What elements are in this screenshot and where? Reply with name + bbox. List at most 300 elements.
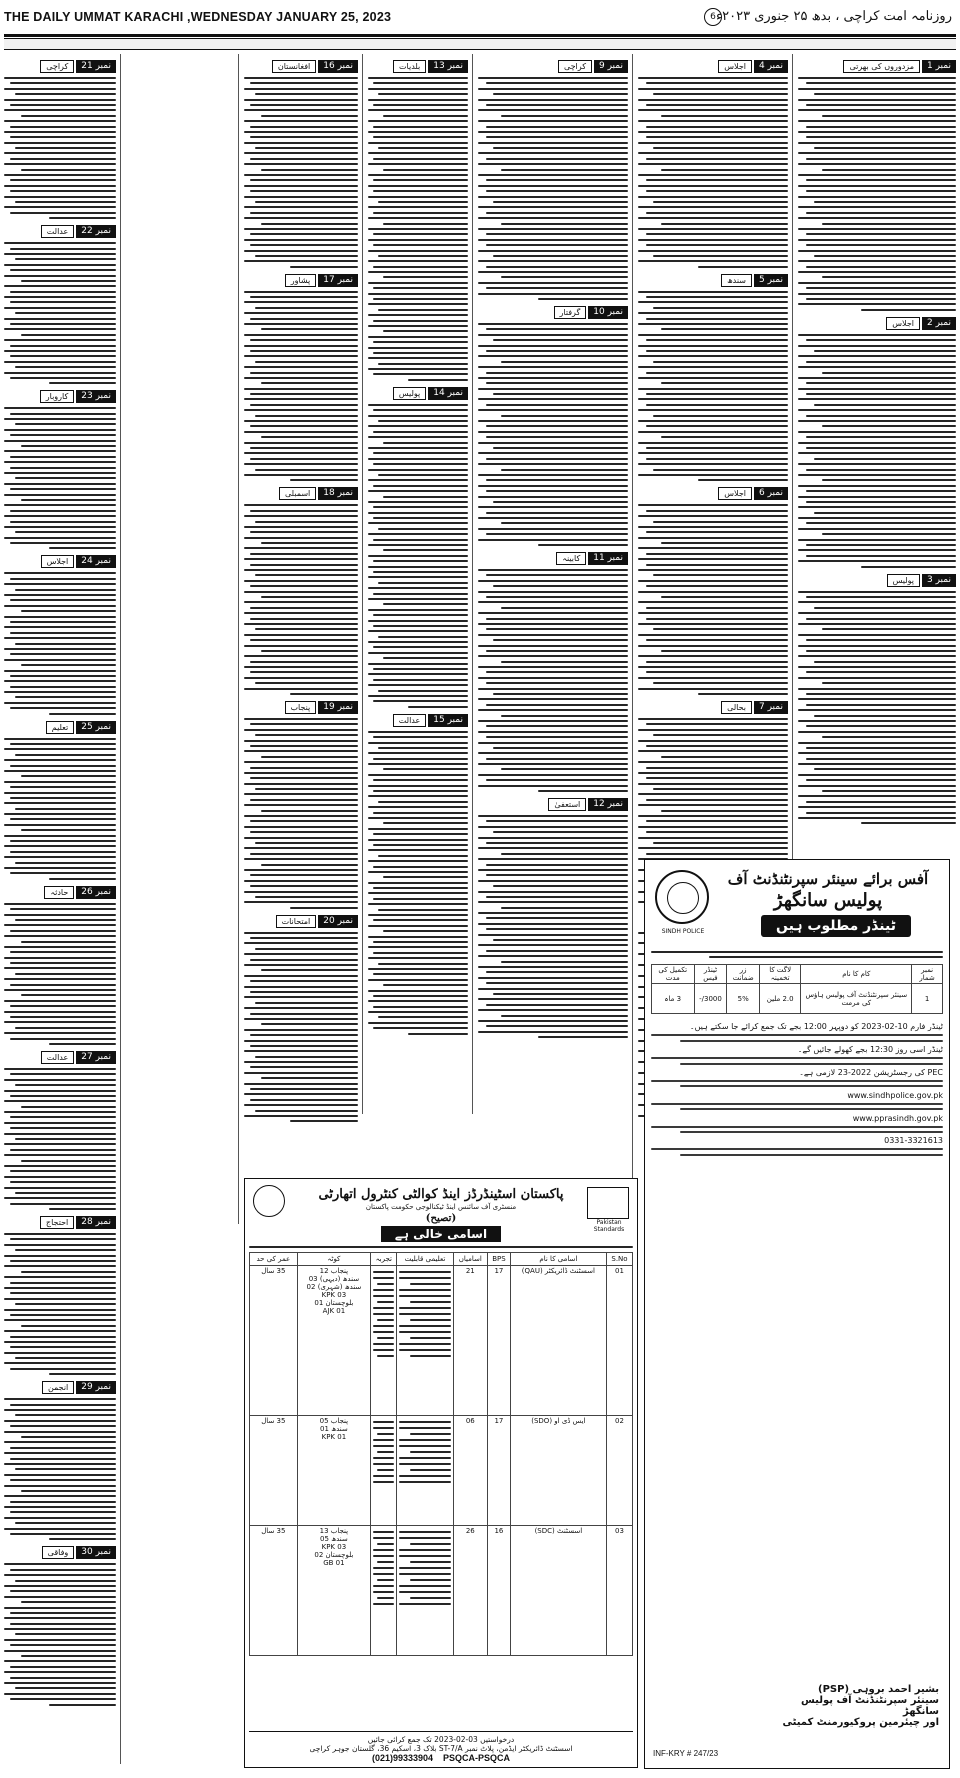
text-line	[4, 472, 116, 474]
text-line	[378, 309, 468, 311]
section-heading: اجلاس	[886, 317, 920, 330]
text-line	[373, 919, 468, 921]
text-line	[368, 882, 468, 884]
text-line	[478, 463, 628, 465]
text-line	[653, 574, 788, 576]
text-line	[255, 415, 358, 417]
text-line	[368, 946, 468, 948]
text-line	[368, 120, 468, 122]
text-line	[501, 907, 629, 909]
text-line	[383, 169, 468, 171]
quota-entry: KPK 03	[321, 1543, 347, 1551]
text-line	[4, 1452, 116, 1454]
text-line	[250, 585, 358, 587]
text-line	[814, 201, 956, 203]
text-line	[4, 328, 116, 330]
text-line	[478, 912, 628, 914]
text-line	[798, 206, 956, 208]
section-tag	[4, 60, 116, 73]
text-line	[373, 266, 468, 268]
text-line	[798, 345, 956, 347]
section-number: نمبر 10	[588, 306, 628, 319]
text-line	[798, 152, 956, 154]
text-line	[638, 109, 788, 111]
text-line	[10, 456, 116, 458]
text-line	[4, 572, 116, 574]
text-line	[486, 928, 629, 930]
text-line	[244, 837, 358, 839]
section-number: نمبر 25	[76, 721, 116, 734]
text-line	[653, 734, 788, 736]
text-line	[261, 115, 358, 117]
text-line	[4, 1563, 116, 1565]
text-line	[653, 521, 788, 523]
text-line	[653, 307, 788, 309]
section-number: نمبر 13	[428, 60, 468, 73]
text-line	[21, 1490, 116, 1492]
text-line	[4, 935, 116, 937]
text-line	[368, 206, 468, 208]
psqca-ministry: منسٹری آف سائنس اینڈ ٹیکنالوجی حکومت پاکستان	[365, 1203, 517, 1211]
text-line	[822, 736, 956, 738]
tender-note: ٹینڈر فارم 10-02-2023 کو دوپہر 12:00 بجے تک جمع کرائے جا سکتے ہیں۔	[689, 1022, 943, 1032]
text-line	[15, 919, 116, 921]
text-line	[798, 623, 956, 625]
section-heading: پولیس	[393, 387, 426, 400]
section-tag	[638, 60, 788, 73]
text-line	[261, 864, 358, 866]
text-line	[4, 372, 116, 374]
text-line	[250, 723, 358, 725]
vacancy-experience	[371, 1266, 397, 1416]
text-line	[478, 228, 628, 230]
text-line	[4, 515, 116, 517]
text-line	[244, 463, 358, 465]
text-line	[261, 382, 358, 384]
text-line	[4, 1506, 116, 1508]
text-line	[806, 650, 956, 652]
text-line	[806, 469, 956, 471]
text-line	[4, 946, 116, 948]
text-line	[10, 1447, 116, 1449]
text-line	[21, 1271, 116, 1273]
text-line	[478, 623, 628, 625]
masthead-rule	[4, 38, 956, 50]
text-line	[368, 839, 468, 841]
text-line	[653, 93, 788, 95]
text-line	[661, 115, 789, 117]
text-line	[261, 650, 358, 652]
text-line	[4, 407, 116, 409]
text-line	[798, 720, 956, 722]
tender-table-header: زر ضمانت	[727, 965, 760, 984]
text-line	[822, 682, 956, 684]
text-line	[478, 398, 628, 400]
text-line	[244, 858, 358, 860]
text-line	[486, 404, 629, 406]
text-line	[486, 350, 629, 352]
text-line	[261, 596, 358, 598]
text-line	[10, 1116, 116, 1118]
text-line	[806, 779, 956, 781]
text-line	[244, 442, 358, 444]
text-line	[486, 382, 629, 384]
text-line	[822, 276, 956, 278]
text-line	[15, 258, 116, 260]
text-line	[661, 223, 789, 225]
text-line	[478, 250, 628, 252]
text-line	[638, 228, 788, 230]
text-line	[798, 785, 956, 787]
vacancy-qualification	[397, 1416, 453, 1526]
text-line	[798, 239, 956, 241]
text-line	[814, 607, 956, 609]
text-line	[861, 822, 956, 824]
text-line	[4, 616, 116, 618]
text-line	[255, 147, 358, 149]
text-line	[806, 447, 956, 449]
text-line	[661, 650, 789, 652]
text-line	[373, 812, 468, 814]
text-line	[21, 941, 116, 943]
text-line	[10, 521, 116, 523]
text-line	[4, 1255, 116, 1257]
text-line	[478, 260, 628, 262]
text-line	[373, 539, 468, 541]
text-line	[383, 984, 468, 986]
text-line	[486, 533, 629, 535]
text-line	[486, 628, 629, 630]
text-line	[638, 761, 788, 763]
text-line	[806, 233, 956, 235]
text-line	[10, 1368, 116, 1370]
text-line	[4, 1441, 116, 1443]
text-line	[373, 320, 468, 322]
text-line	[486, 104, 629, 106]
text-line	[798, 185, 956, 187]
text-line	[4, 759, 116, 761]
text-line	[368, 598, 468, 600]
text-line	[646, 639, 789, 641]
text-line	[244, 250, 358, 252]
psqca-vacancy-ad	[244, 1178, 638, 1768]
text-line	[806, 436, 956, 438]
text-line	[4, 867, 116, 869]
text-line	[10, 1569, 116, 1571]
text-line	[646, 296, 789, 298]
text-line	[250, 339, 358, 341]
text-line	[798, 163, 956, 165]
text-line	[244, 142, 358, 144]
text-line	[244, 323, 358, 325]
text-line	[244, 388, 358, 390]
text-line	[15, 1633, 116, 1635]
text-line	[861, 566, 956, 568]
text-line	[10, 1149, 116, 1151]
text-line	[638, 452, 788, 454]
text-line	[486, 244, 629, 246]
text-line	[244, 355, 358, 357]
text-line	[15, 1580, 116, 1582]
text-line	[638, 547, 788, 549]
text-line	[244, 964, 358, 966]
text-line	[646, 350, 789, 352]
text-line	[244, 109, 358, 111]
text-line	[638, 591, 788, 593]
text-line	[478, 785, 628, 787]
text-line	[368, 163, 468, 165]
section-heading: انجمن	[42, 1381, 74, 1394]
text-line	[493, 639, 628, 641]
text-line	[638, 88, 788, 90]
text-line	[10, 1016, 116, 1018]
text-line	[798, 634, 956, 636]
text-line	[486, 179, 629, 181]
tender-note: www.pprasindh.gov.pk	[852, 1113, 943, 1123]
text-line	[806, 158, 956, 160]
text-line	[10, 1404, 116, 1406]
text-line	[368, 174, 468, 176]
text-line	[493, 939, 628, 941]
text-line	[15, 643, 116, 645]
text-line	[646, 372, 789, 374]
text-line	[4, 120, 116, 122]
text-line	[15, 1357, 116, 1359]
text-line	[368, 131, 468, 133]
text-line	[383, 496, 468, 498]
text-line	[486, 950, 629, 952]
text-line	[4, 1143, 116, 1145]
text-line	[501, 223, 629, 225]
text-line	[368, 795, 468, 797]
vacancy-age: 35 سال	[250, 1526, 298, 1656]
text-line	[21, 445, 116, 447]
text-line	[378, 201, 468, 203]
text-line	[806, 639, 956, 641]
section-number: نمبر 28	[76, 1216, 116, 1229]
masthead	[4, 4, 956, 37]
text-line	[368, 415, 468, 417]
text-line	[798, 303, 956, 305]
text-line	[373, 298, 468, 300]
text-line	[486, 917, 629, 919]
text-line	[638, 398, 788, 400]
text-line	[638, 131, 788, 133]
text-line	[646, 661, 789, 663]
text-line	[244, 826, 358, 828]
text-line	[478, 163, 628, 165]
text-line	[798, 817, 956, 819]
government-crest-icon	[253, 1185, 285, 1217]
section-heading: عدالت	[41, 1051, 75, 1064]
text-line	[244, 634, 358, 636]
text-line	[244, 537, 358, 539]
text-line	[493, 693, 628, 695]
text-line	[250, 1045, 358, 1047]
text-line	[255, 521, 358, 523]
text-line	[4, 196, 116, 198]
text-line	[638, 655, 788, 657]
text-line	[255, 896, 358, 898]
section-number: نمبر 15	[428, 714, 468, 727]
tender-table-cell: 1	[912, 984, 943, 1014]
text-line	[4, 1528, 116, 1530]
text-line	[368, 785, 468, 787]
text-line	[646, 136, 789, 138]
text-line	[478, 1009, 628, 1011]
text-line	[798, 131, 956, 133]
text-line	[10, 840, 116, 842]
text-line	[368, 142, 468, 144]
text-line	[10, 1425, 116, 1427]
text-line	[806, 725, 956, 727]
section-heading: بحالی	[721, 701, 752, 714]
text-line	[250, 233, 358, 235]
text-line	[478, 485, 628, 487]
text-line	[368, 185, 468, 187]
text-line	[4, 1671, 116, 1673]
column-divider	[632, 54, 633, 1224]
text-line	[653, 469, 788, 471]
section-number: نمبر 1	[922, 60, 956, 73]
text-line	[638, 645, 788, 647]
text-line	[368, 293, 468, 295]
text-line	[244, 217, 358, 219]
text-line	[538, 1036, 628, 1038]
text-line	[255, 469, 358, 471]
section-number: نمبر 7	[754, 701, 788, 714]
text-line	[244, 1007, 358, 1009]
text-line	[493, 93, 628, 95]
text-line	[478, 709, 628, 711]
text-line	[486, 190, 629, 192]
text-line	[798, 355, 956, 357]
text-line	[822, 479, 956, 481]
text-line	[368, 357, 468, 359]
text-line	[4, 1574, 116, 1576]
text-line	[661, 169, 789, 171]
text-line	[478, 217, 628, 219]
text-line	[373, 1006, 468, 1008]
text-line	[806, 522, 956, 524]
text-line	[378, 420, 468, 422]
text-line	[814, 404, 956, 406]
text-line	[250, 179, 358, 181]
text-line	[15, 201, 116, 203]
text-line	[798, 485, 956, 487]
text-line	[798, 506, 956, 508]
text-line	[646, 671, 789, 673]
text-line	[244, 1093, 358, 1095]
text-line	[4, 914, 116, 916]
psqca-correction: (تصیح)	[425, 1213, 457, 1224]
text-line	[15, 1027, 116, 1029]
vacancy-post: ایس ڈی او (SDO)	[510, 1416, 606, 1526]
psqca-org-name: پاکستان اسٹینڈرڈز اینڈ کوالٹی کنٹرول اتھارٹی	[318, 1187, 564, 1202]
text-line	[250, 959, 358, 961]
text-line	[4, 659, 116, 661]
section-tag	[368, 387, 468, 400]
text-line	[49, 1208, 116, 1210]
section-heading: پولیس	[887, 574, 920, 587]
text-line	[383, 223, 468, 225]
text-line	[478, 271, 628, 273]
text-line	[373, 844, 468, 846]
tender-table-cell: 3000/-	[694, 984, 727, 1014]
text-line	[638, 634, 788, 636]
text-line	[15, 477, 116, 479]
text-line	[486, 287, 629, 289]
text-line	[798, 698, 956, 700]
text-line	[10, 104, 116, 106]
quota-entry: پنجاب 05	[319, 1417, 349, 1425]
text-line	[646, 564, 789, 566]
text-line	[486, 618, 629, 620]
text-line	[373, 952, 468, 954]
text-line	[49, 713, 116, 715]
text-line	[255, 574, 358, 576]
signatory-district: سانگھڑ	[903, 1706, 939, 1717]
text-line	[368, 641, 468, 643]
text-line	[21, 115, 116, 117]
text-line	[373, 212, 468, 214]
text-line	[806, 618, 956, 620]
text-line	[486, 725, 629, 727]
text-line	[10, 1203, 116, 1205]
text-line	[478, 815, 628, 817]
text-line	[4, 450, 116, 452]
text-line	[373, 887, 468, 889]
text-line	[638, 120, 788, 122]
section-number: نمبر 3	[922, 574, 956, 587]
text-line	[478, 131, 628, 133]
text-line	[373, 898, 468, 900]
text-line	[250, 820, 358, 822]
text-line	[4, 1362, 116, 1364]
text-line	[383, 330, 468, 332]
text-line	[653, 415, 788, 417]
text-line	[10, 413, 116, 415]
text-line	[646, 767, 789, 769]
text-line	[478, 998, 628, 1000]
text-line	[244, 120, 358, 122]
text-line	[373, 833, 468, 835]
text-line	[638, 558, 788, 560]
text-line	[638, 206, 788, 208]
signatory-title: سینئر سپرنٹنڈنٹ آف پولیس	[801, 1695, 939, 1706]
text-line	[638, 77, 788, 79]
vacancy-quota	[297, 1416, 370, 1526]
text-line	[486, 328, 629, 330]
text-line	[244, 431, 358, 433]
text-line	[10, 291, 116, 293]
section-number: نمبر 23	[76, 390, 116, 403]
text-line	[493, 339, 628, 341]
text-line	[822, 533, 956, 535]
text-line	[4, 1398, 116, 1400]
text-line	[244, 558, 358, 560]
text-line	[368, 512, 468, 514]
text-line	[244, 547, 358, 549]
text-line	[798, 377, 956, 379]
text-line	[15, 862, 116, 864]
text-line	[15, 696, 116, 698]
tender-table-cell: 3 ماہ	[652, 984, 695, 1014]
text-line	[486, 436, 629, 438]
text-line	[478, 452, 628, 454]
text-line	[478, 826, 628, 828]
text-line	[373, 341, 468, 343]
